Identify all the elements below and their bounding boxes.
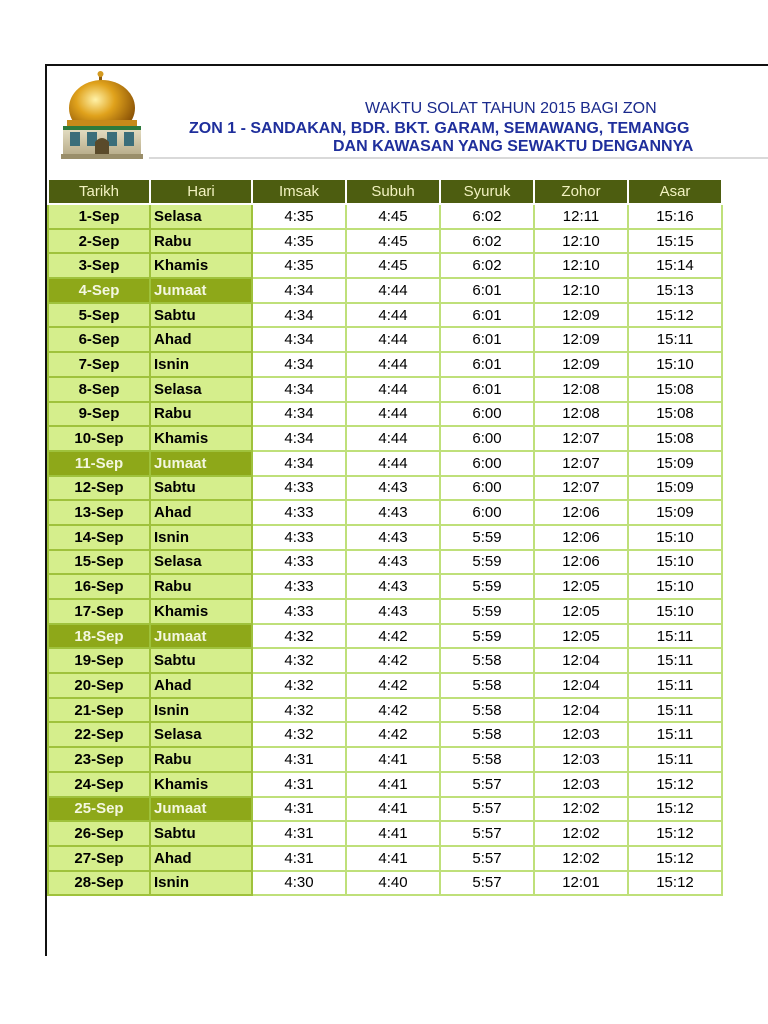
day-cell: Sabtu bbox=[150, 821, 252, 846]
table-row bbox=[48, 550, 722, 575]
asar-cell: 15:12 bbox=[628, 846, 722, 871]
zohor-cell: 12:03 bbox=[534, 722, 628, 747]
imsak-cell: 4:35 bbox=[252, 204, 346, 229]
zohor-cell: 12:11 bbox=[534, 204, 628, 229]
table-row bbox=[48, 426, 722, 451]
syuruk-cell: 5:57 bbox=[440, 772, 534, 797]
day-cell: Khamis bbox=[150, 426, 252, 451]
zohor-cell: 12:04 bbox=[534, 673, 628, 698]
asar-cell: 15:11 bbox=[628, 624, 722, 649]
day-cell: Khamis bbox=[150, 772, 252, 797]
imsak-cell: 4:34 bbox=[252, 327, 346, 352]
zohor-cell: 12:07 bbox=[534, 426, 628, 451]
syuruk-cell: 6:01 bbox=[440, 377, 534, 402]
syuruk-cell: 5:58 bbox=[440, 673, 534, 698]
zohor-cell: 12:07 bbox=[534, 476, 628, 501]
table-row bbox=[48, 624, 722, 649]
table-row bbox=[48, 846, 722, 871]
zohor-cell: 12:03 bbox=[534, 747, 628, 772]
asar-cell: 15:16 bbox=[628, 204, 722, 229]
syuruk-cell: 5:57 bbox=[440, 846, 534, 871]
column-header-syuruk: Syuruk bbox=[440, 179, 534, 204]
asar-cell: 15:10 bbox=[628, 525, 722, 550]
subuh-cell: 4:42 bbox=[346, 673, 440, 698]
syuruk-cell: 5:58 bbox=[440, 648, 534, 673]
zohor-cell: 12:06 bbox=[534, 525, 628, 550]
subuh-cell: 4:45 bbox=[346, 253, 440, 278]
date-cell: 16-Sep bbox=[48, 574, 150, 599]
subuh-cell: 4:41 bbox=[346, 772, 440, 797]
zohor-cell: 12:10 bbox=[534, 253, 628, 278]
asar-cell: 15:12 bbox=[628, 303, 722, 328]
imsak-cell: 4:32 bbox=[252, 648, 346, 673]
asar-cell: 15:11 bbox=[628, 722, 722, 747]
date-cell: 19-Sep bbox=[48, 648, 150, 673]
asar-cell: 15:11 bbox=[628, 673, 722, 698]
zohor-cell: 12:04 bbox=[534, 698, 628, 723]
syuruk-cell: 6:00 bbox=[440, 402, 534, 427]
asar-cell: 15:11 bbox=[628, 698, 722, 723]
asar-cell: 15:10 bbox=[628, 599, 722, 624]
date-cell: 13-Sep bbox=[48, 500, 150, 525]
imsak-cell: 4:33 bbox=[252, 500, 346, 525]
subuh-cell: 4:42 bbox=[346, 624, 440, 649]
sheet-header bbox=[47, 66, 768, 178]
asar-cell: 15:12 bbox=[628, 797, 722, 822]
asar-cell: 15:14 bbox=[628, 253, 722, 278]
zohor-cell: 12:09 bbox=[534, 352, 628, 377]
date-cell: 12-Sep bbox=[48, 476, 150, 501]
table-row bbox=[48, 698, 722, 723]
table-row bbox=[48, 303, 722, 328]
syuruk-cell: 6:02 bbox=[440, 229, 534, 254]
day-cell: Sabtu bbox=[150, 476, 252, 501]
imsak-cell: 4:31 bbox=[252, 797, 346, 822]
asar-cell: 15:08 bbox=[628, 402, 722, 427]
syuruk-cell: 5:58 bbox=[440, 722, 534, 747]
date-cell: 21-Sep bbox=[48, 698, 150, 723]
imsak-cell: 4:32 bbox=[252, 624, 346, 649]
syuruk-cell: 6:01 bbox=[440, 327, 534, 352]
imsak-cell: 4:32 bbox=[252, 722, 346, 747]
subuh-cell: 4:43 bbox=[346, 476, 440, 501]
day-cell: Khamis bbox=[150, 253, 252, 278]
syuruk-cell: 5:59 bbox=[440, 624, 534, 649]
date-cell: 24-Sep bbox=[48, 772, 150, 797]
subuh-cell: 4:44 bbox=[346, 303, 440, 328]
table-row bbox=[48, 229, 722, 254]
zohor-cell: 12:07 bbox=[534, 451, 628, 476]
day-cell: Rabu bbox=[150, 229, 252, 254]
table-header-row bbox=[48, 179, 722, 204]
day-cell: Isnin bbox=[150, 698, 252, 723]
prayer-times-sheet bbox=[45, 64, 768, 956]
day-cell: Khamis bbox=[150, 599, 252, 624]
table-row bbox=[48, 747, 722, 772]
table-row bbox=[48, 377, 722, 402]
date-cell: 28-Sep bbox=[48, 871, 150, 896]
imsak-cell: 4:34 bbox=[252, 303, 346, 328]
syuruk-cell: 5:58 bbox=[440, 747, 534, 772]
asar-cell: 15:10 bbox=[628, 550, 722, 575]
prayer-times-table bbox=[47, 178, 723, 896]
asar-cell: 15:09 bbox=[628, 451, 722, 476]
imsak-cell: 4:34 bbox=[252, 352, 346, 377]
date-cell: 17-Sep bbox=[48, 599, 150, 624]
imsak-cell: 4:31 bbox=[252, 846, 346, 871]
imsak-cell: 4:30 bbox=[252, 871, 346, 896]
syuruk-cell: 5:59 bbox=[440, 525, 534, 550]
subuh-cell: 4:41 bbox=[346, 821, 440, 846]
asar-cell: 15:12 bbox=[628, 871, 722, 896]
subuh-cell: 4:44 bbox=[346, 402, 440, 427]
date-cell: 5-Sep bbox=[48, 303, 150, 328]
imsak-cell: 4:32 bbox=[252, 698, 346, 723]
mosque-dome-icon bbox=[57, 70, 147, 162]
date-cell: 1-Sep bbox=[48, 204, 150, 229]
asar-cell: 15:10 bbox=[628, 352, 722, 377]
syuruk-cell: 6:02 bbox=[440, 204, 534, 229]
imsak-cell: 4:31 bbox=[252, 747, 346, 772]
day-cell: Selasa bbox=[150, 204, 252, 229]
imsak-cell: 4:31 bbox=[252, 821, 346, 846]
imsak-cell: 4:35 bbox=[252, 229, 346, 254]
zohor-cell: 12:08 bbox=[534, 377, 628, 402]
table-row bbox=[48, 648, 722, 673]
date-cell: 7-Sep bbox=[48, 352, 150, 377]
zohor-cell: 12:09 bbox=[534, 303, 628, 328]
syuruk-cell: 6:00 bbox=[440, 500, 534, 525]
imsak-cell: 4:34 bbox=[252, 278, 346, 303]
subuh-cell: 4:45 bbox=[346, 204, 440, 229]
title-line-2: ZON 1 - SANDAKAN, BDR. BKT. GARAM, SEMAWANG, TEMANGG bbox=[189, 120, 690, 137]
zohor-cell: 12:03 bbox=[534, 772, 628, 797]
imsak-cell: 4:33 bbox=[252, 476, 346, 501]
day-cell: Ahad bbox=[150, 327, 252, 352]
date-cell: 25-Sep bbox=[48, 797, 150, 822]
subuh-cell: 4:40 bbox=[346, 871, 440, 896]
subuh-cell: 4:44 bbox=[346, 426, 440, 451]
title-line-3: DAN KAWASAN YANG SEWAKTU DENGANNYA bbox=[333, 138, 694, 155]
day-cell: Rabu bbox=[150, 574, 252, 599]
imsak-cell: 4:34 bbox=[252, 402, 346, 427]
zohor-cell: 12:04 bbox=[534, 648, 628, 673]
date-cell: 3-Sep bbox=[48, 253, 150, 278]
syuruk-cell: 6:01 bbox=[440, 278, 534, 303]
table-row bbox=[48, 278, 722, 303]
zohor-cell: 12:09 bbox=[534, 327, 628, 352]
day-cell: Isnin bbox=[150, 525, 252, 550]
subuh-cell: 4:43 bbox=[346, 550, 440, 575]
syuruk-cell: 6:01 bbox=[440, 352, 534, 377]
table-row bbox=[48, 451, 722, 476]
table-row bbox=[48, 772, 722, 797]
date-cell: 26-Sep bbox=[48, 821, 150, 846]
asar-cell: 15:09 bbox=[628, 500, 722, 525]
table-row bbox=[48, 673, 722, 698]
date-cell: 8-Sep bbox=[48, 377, 150, 402]
subuh-cell: 4:41 bbox=[346, 747, 440, 772]
syuruk-cell: 5:59 bbox=[440, 599, 534, 624]
day-cell: Sabtu bbox=[150, 303, 252, 328]
subuh-cell: 4:43 bbox=[346, 574, 440, 599]
subuh-cell: 4:44 bbox=[346, 278, 440, 303]
day-cell: Ahad bbox=[150, 500, 252, 525]
imsak-cell: 4:33 bbox=[252, 550, 346, 575]
day-cell: Jumaat bbox=[150, 797, 252, 822]
subuh-cell: 4:45 bbox=[346, 229, 440, 254]
subuh-cell: 4:43 bbox=[346, 525, 440, 550]
column-header-imsak: Imsak bbox=[252, 179, 346, 204]
title-line-1: WAKTU SOLAT TAHUN 2015 BAGI ZON bbox=[365, 100, 657, 117]
table-row bbox=[48, 525, 722, 550]
asar-cell: 15:11 bbox=[628, 648, 722, 673]
asar-cell: 15:08 bbox=[628, 377, 722, 402]
subuh-cell: 4:42 bbox=[346, 698, 440, 723]
asar-cell: 15:09 bbox=[628, 476, 722, 501]
subuh-cell: 4:44 bbox=[346, 352, 440, 377]
syuruk-cell: 6:00 bbox=[440, 476, 534, 501]
syuruk-cell: 5:57 bbox=[440, 821, 534, 846]
zohor-cell: 12:02 bbox=[534, 821, 628, 846]
date-cell: 9-Sep bbox=[48, 402, 150, 427]
zohor-cell: 12:02 bbox=[534, 797, 628, 822]
zohor-cell: 12:10 bbox=[534, 229, 628, 254]
syuruk-cell: 6:00 bbox=[440, 426, 534, 451]
day-cell: Sabtu bbox=[150, 648, 252, 673]
table-row bbox=[48, 599, 722, 624]
day-cell: Selasa bbox=[150, 377, 252, 402]
asar-cell: 15:08 bbox=[628, 426, 722, 451]
syuruk-cell: 5:59 bbox=[440, 550, 534, 575]
zohor-cell: 12:05 bbox=[534, 624, 628, 649]
asar-cell: 15:11 bbox=[628, 327, 722, 352]
imsak-cell: 4:34 bbox=[252, 451, 346, 476]
imsak-cell: 4:35 bbox=[252, 253, 346, 278]
column-header-hari: Hari bbox=[150, 179, 252, 204]
column-header-zohor: Zohor bbox=[534, 179, 628, 204]
asar-cell: 15:15 bbox=[628, 229, 722, 254]
subuh-cell: 4:41 bbox=[346, 846, 440, 871]
date-cell: 2-Sep bbox=[48, 229, 150, 254]
subuh-cell: 4:44 bbox=[346, 451, 440, 476]
table-row bbox=[48, 797, 722, 822]
table-row bbox=[48, 327, 722, 352]
zohor-cell: 12:05 bbox=[534, 599, 628, 624]
date-cell: 22-Sep bbox=[48, 722, 150, 747]
day-cell: Selasa bbox=[150, 722, 252, 747]
subuh-cell: 4:43 bbox=[346, 500, 440, 525]
syuruk-cell: 6:02 bbox=[440, 253, 534, 278]
date-cell: 23-Sep bbox=[48, 747, 150, 772]
imsak-cell: 4:33 bbox=[252, 599, 346, 624]
subuh-cell: 4:43 bbox=[346, 599, 440, 624]
syuruk-cell: 6:00 bbox=[440, 451, 534, 476]
day-cell: Jumaat bbox=[150, 278, 252, 303]
zohor-cell: 12:01 bbox=[534, 871, 628, 896]
syuruk-cell: 5:58 bbox=[440, 698, 534, 723]
table-row bbox=[48, 871, 722, 896]
date-cell: 20-Sep bbox=[48, 673, 150, 698]
syuruk-cell: 5:57 bbox=[440, 797, 534, 822]
date-cell: 15-Sep bbox=[48, 550, 150, 575]
syuruk-cell: 5:57 bbox=[440, 871, 534, 896]
subuh-cell: 4:42 bbox=[346, 722, 440, 747]
syuruk-cell: 6:01 bbox=[440, 303, 534, 328]
imsak-cell: 4:34 bbox=[252, 426, 346, 451]
imsak-cell: 4:31 bbox=[252, 772, 346, 797]
subuh-cell: 4:44 bbox=[346, 377, 440, 402]
day-cell: Jumaat bbox=[150, 451, 252, 476]
zohor-cell: 12:08 bbox=[534, 402, 628, 427]
date-cell: 14-Sep bbox=[48, 525, 150, 550]
table-row bbox=[48, 500, 722, 525]
table-row bbox=[48, 204, 722, 229]
day-cell: Rabu bbox=[150, 402, 252, 427]
date-cell: 27-Sep bbox=[48, 846, 150, 871]
column-header-tarikh: Tarikh bbox=[48, 179, 150, 204]
day-cell: Ahad bbox=[150, 673, 252, 698]
day-cell: Jumaat bbox=[150, 624, 252, 649]
column-header-asar: Asar bbox=[628, 179, 722, 204]
table-row bbox=[48, 476, 722, 501]
imsak-cell: 4:33 bbox=[252, 525, 346, 550]
table-row bbox=[48, 402, 722, 427]
imsak-cell: 4:32 bbox=[252, 673, 346, 698]
table-row bbox=[48, 574, 722, 599]
table-row bbox=[48, 722, 722, 747]
column-header-subuh: Subuh bbox=[346, 179, 440, 204]
date-cell: 6-Sep bbox=[48, 327, 150, 352]
asar-cell: 15:11 bbox=[628, 747, 722, 772]
syuruk-cell: 5:59 bbox=[440, 574, 534, 599]
imsak-cell: 4:34 bbox=[252, 377, 346, 402]
asar-cell: 15:10 bbox=[628, 574, 722, 599]
day-cell: Ahad bbox=[150, 846, 252, 871]
zohor-cell: 12:02 bbox=[534, 846, 628, 871]
zohor-cell: 12:05 bbox=[534, 574, 628, 599]
title-divider bbox=[149, 157, 768, 159]
subuh-cell: 4:44 bbox=[346, 327, 440, 352]
date-cell: 18-Sep bbox=[48, 624, 150, 649]
subuh-cell: 4:42 bbox=[346, 648, 440, 673]
zohor-cell: 12:10 bbox=[534, 278, 628, 303]
day-cell: Isnin bbox=[150, 352, 252, 377]
table-row bbox=[48, 352, 722, 377]
date-cell: 4-Sep bbox=[48, 278, 150, 303]
zohor-cell: 12:06 bbox=[534, 550, 628, 575]
asar-cell: 15:12 bbox=[628, 772, 722, 797]
asar-cell: 15:13 bbox=[628, 278, 722, 303]
asar-cell: 15:12 bbox=[628, 821, 722, 846]
date-cell: 10-Sep bbox=[48, 426, 150, 451]
table-row bbox=[48, 253, 722, 278]
subuh-cell: 4:41 bbox=[346, 797, 440, 822]
day-cell: Selasa bbox=[150, 550, 252, 575]
imsak-cell: 4:33 bbox=[252, 574, 346, 599]
date-cell: 11-Sep bbox=[48, 451, 150, 476]
table-row bbox=[48, 821, 722, 846]
zohor-cell: 12:06 bbox=[534, 500, 628, 525]
day-cell: Rabu bbox=[150, 747, 252, 772]
day-cell: Isnin bbox=[150, 871, 252, 896]
